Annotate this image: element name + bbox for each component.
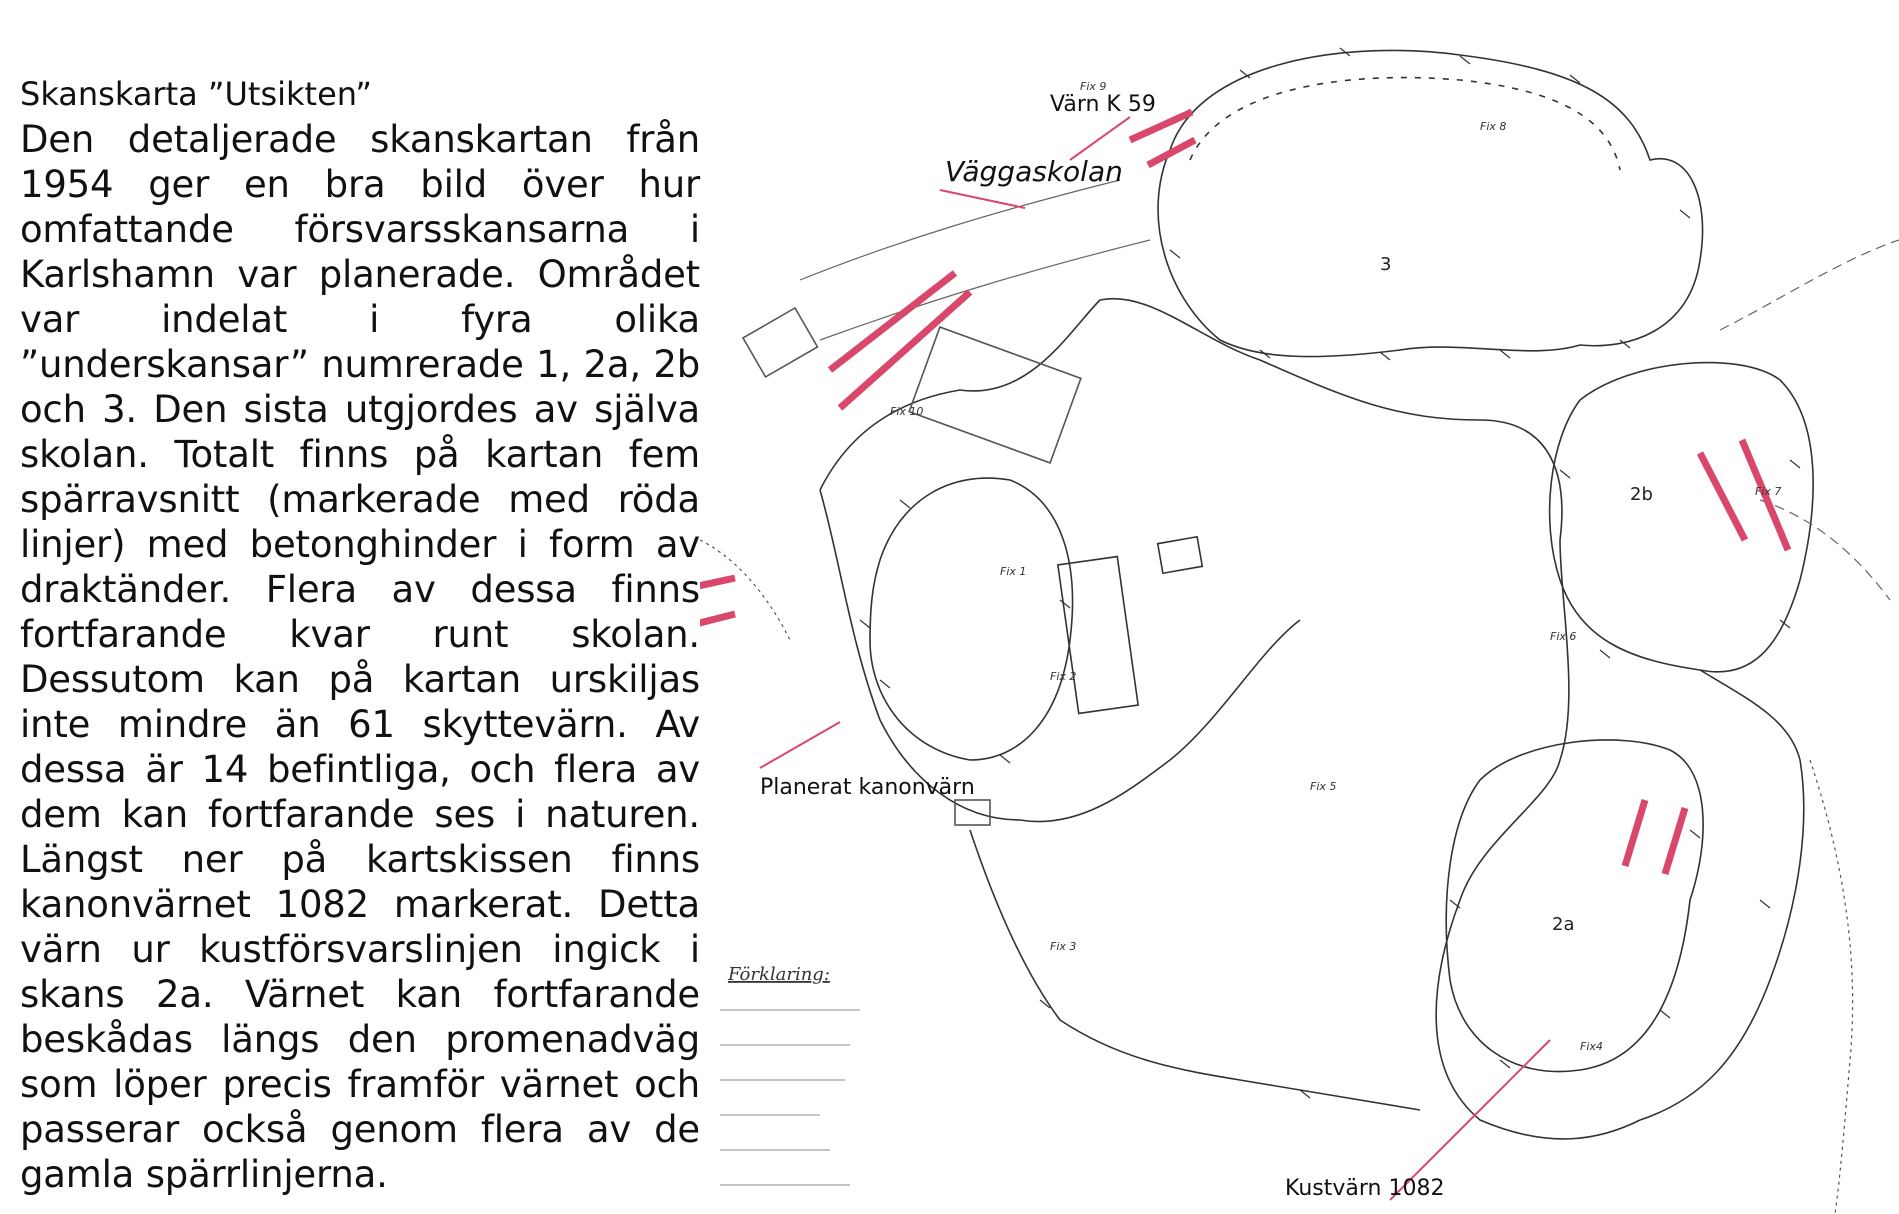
fix-9: Fix 9 xyxy=(1080,80,1107,93)
callout-lines xyxy=(760,117,1550,1200)
label-varn-k59: Värn K 59 xyxy=(1050,92,1156,117)
skans-3-outline xyxy=(1158,50,1703,356)
fix-1: Fix 1 xyxy=(1000,565,1027,578)
shoreline-east xyxy=(1810,760,1853,1214)
legend-lines xyxy=(720,1010,860,1185)
barrier-2a-b xyxy=(1665,808,1685,874)
building-south xyxy=(955,800,990,825)
fix-10: Fix 10 xyxy=(890,405,924,418)
document-body: Den detaljerade skanskartan från 1954 ger en bra bild över hur omfattande försvarsskansarna i Karlshamn var planerade. Området var indelat i fyra olika ”underskansar” numrerade 1, 2a, 2b och 3. Den sista utgjordes av själva skolan. Totalt finns på kartan fem spärravsnitt (markerade med röda linjer) med betonghinder i form av draktänder. Flera av dessa finns fortfarande kvar runt skolan. Dessutom kan på kartan urskiljas inte mindre än 61 skyttevärn. Av dessa är 14 befintliga, och flera av dem kan fortfarande ses i naturen. Längst ner på kartskissen finns kanonvärnet 1082 markerat. Detta värn ur kustförsvarslinjen ingick i skans 2a. Värnet kan fortfarande beskådas längs den promenadväg som löper precis framför värnet och passerar också genom flera av de gamla spärrlinjerna. xyxy=(20,118,700,1196)
perimeter-south xyxy=(970,830,1420,1110)
building-small xyxy=(1158,537,1203,573)
barrier-west-b xyxy=(700,614,735,628)
label-vaggaskolan: Väggaskolan xyxy=(945,155,1123,188)
barrier-west-a xyxy=(700,578,735,590)
barrier-2b-a xyxy=(1700,453,1745,540)
skans-2a-outline xyxy=(1446,740,1703,1072)
fix-6: Fix 6 xyxy=(1550,630,1577,643)
barrier-lines xyxy=(700,112,1788,874)
road-north xyxy=(800,180,1150,340)
skans-1-outline xyxy=(870,478,1073,760)
shoreline-west xyxy=(700,540,790,640)
fix-7: Fix 7 xyxy=(1755,485,1782,498)
fix-3: Fix 3 xyxy=(1050,940,1077,953)
barrier-2a-a xyxy=(1625,800,1645,866)
zone-numbers xyxy=(1380,254,1653,935)
fix-2: Fix 2 xyxy=(1050,670,1077,683)
zone-2b: 2b xyxy=(1630,484,1653,505)
zone-2a: 2a xyxy=(1552,914,1575,935)
document-title: Skanskarta ”Utsikten” xyxy=(20,75,372,113)
text-column xyxy=(20,72,700,1197)
zone-3: 3 xyxy=(1380,254,1392,275)
map-linework xyxy=(700,50,1899,1214)
fix-marks xyxy=(890,80,1781,1053)
building-west xyxy=(743,308,817,377)
fix-8: Fix 8 xyxy=(1480,120,1507,133)
perimeter-west xyxy=(820,490,1300,822)
road-east xyxy=(1720,240,1899,600)
label-kustvarn: Kustvärn 1082 xyxy=(1285,1176,1445,1201)
fortification-map xyxy=(700,0,1899,1214)
fix-5: Fix 5 xyxy=(1310,780,1337,793)
perimeter-east xyxy=(1640,670,1804,1120)
fix-4: Fix4 xyxy=(1580,1040,1603,1053)
legend-heading: Förklaring: xyxy=(728,964,830,985)
label-planerat-kanonvarn: Planerat kanonvärn xyxy=(760,775,975,800)
skans-3-inner xyxy=(1190,78,1620,170)
